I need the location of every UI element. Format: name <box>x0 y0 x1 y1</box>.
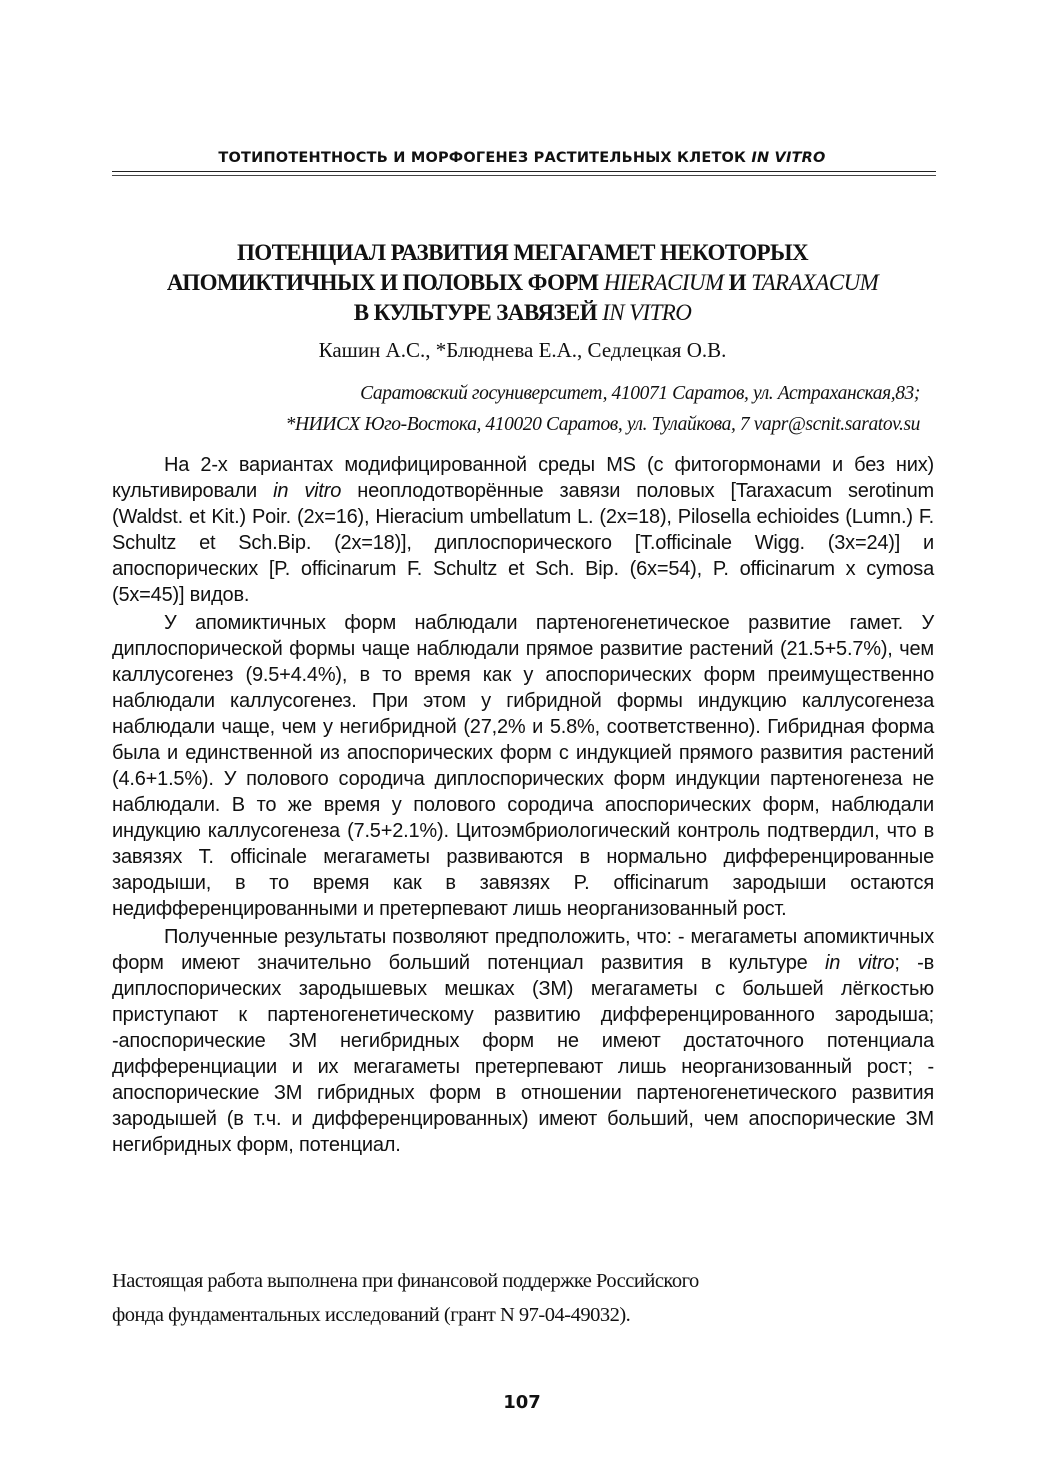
title-line-3 <box>90 298 955 328</box>
paragraph-3 <box>112 924 934 1158</box>
title-line-3-part-a: В КУЛЬТУРЕ ЗАВЯЗЕЙ <box>353 300 597 325</box>
page-number: 107 <box>503 1392 541 1413</box>
paragraph-1-text-b: неоплодотворённые завязи половых [Taraxacum serotinum (Waldst. et Kit.) Poir. (2x=16), Hieracium umbellatum L. (2x=18), Pilosella echioides (Lumn.) F. Schultz et Sch.Bip. (2x=18)], диплоспорического [T.officinale Wigg. (3x=24)] и апоспорических [P. officinarum F. Schultz et Sch. Bip. (6x=54), P. officinarum x cymosa (5x=45)] видов. <box>112 480 935 606</box>
paragraph-3-text-a: Полученные результаты позволяют предположить, что: - мегагаметы апомиктичных форм имеют значительно больший потенциал развития в культуре <box>112 926 934 974</box>
paragraph-3-in-vitro: in vitro <box>824 952 895 974</box>
title-line-1: ПОТЕНЦИАЛ РАЗВИТИЯ МЕГАГАМЕТ НЕКОТОРЫХ <box>236 240 808 265</box>
title-genus-taraxacum: TARAXACUM <box>751 270 879 295</box>
article-title <box>90 238 955 328</box>
paragraph-1-in-vitro: in vitro <box>273 480 342 502</box>
authors: Кашин А.С., *Блюднева Е.А., Седлецкая О.В. <box>318 338 727 362</box>
running-header-italic: IN VITRO <box>751 150 826 166</box>
funding-line-2: фонда фундаментальных исследований (грант N 97-04-49032). <box>112 1304 631 1326</box>
affiliation-1: Саратовский госуниверситет, 410071 Саратов, ул. Астраханская,83; <box>360 383 920 404</box>
funding-line-1: Настоящая работа выполнена при финансовой поддержке Российского <box>112 1270 699 1292</box>
funding-acknowledgement <box>112 1264 912 1332</box>
title-line-2 <box>90 268 955 298</box>
paragraph-3-text-b: ; -в диплоспорических зародышевых мешках (ЗМ) мегагаметы с большей лёгкостью приступают к партеногенетическому развитию дифференцированного зародыша; -апоспорические ЗМ негибридных форм не имеют достаточного потенциала дифференциации и их мегагаметы претерпевают лишь неорганизованный рост; - апоспорические ЗМ гибридных форм в отношении партеногенетического развития зародышей (в т.ч. и дифференцированных) имеют больший, чем апоспорические ЗМ негибридных форм, потенциал. <box>112 952 935 1156</box>
affiliation-2: *НИИСХ Юго-Востока, 410020 Саратов, ул. Тулайкова, 7 vapr@scnit.saratov.su <box>285 414 920 435</box>
title-genus-hieracium: HIERACIUM <box>603 270 724 295</box>
running-header <box>112 150 932 166</box>
running-header-text: ТОТИПОТЕНТНОСТЬ И МОРФОГЕНЕЗ РАСТИТЕЛЬНЫХ КЛЕТОК <box>218 150 747 166</box>
header-rule-secondary <box>112 175 936 176</box>
header-rule <box>112 171 936 172</box>
paragraph-1-text-a: На 2-х вариантах модифицированной среды MS (с фитогормонами и без них) культивировали <box>112 454 934 502</box>
title-line-2-conjunction: И <box>728 270 746 295</box>
affiliations <box>100 378 920 440</box>
article-body <box>112 452 934 1160</box>
paragraph-1 <box>112 452 934 608</box>
title-line-2-part-a: АПОМИКТИЧНЫХ И ПОЛОВЫХ ФОРМ <box>166 270 599 295</box>
title-in-vitro: IN VITRO <box>602 300 692 325</box>
paragraph-2: У апомиктичных форм наблюдали партеногенетическое развитие гамет. У диплоспорической формы чаще наблюдали прямое развитие растений (21.5+5.7%), чем каллусогенез (9.5+4.4%), в то время как у апоспорических форм преимущественно наблюдали каллусогенез. При этом у гибридной формы индукцию каллусогенеза наблюдали чаще, чем у негибридной (27,2% и 5.8%, соответственно). Гибридная форма была и единственной из апоспорических форм с индукцией прямого развития растений (4.6+1.5%). У полового сородича диплоспорических форм индукции партеногенеза не наблюдали. В то же время у полового сородича апоспорических форм, наблюдали индукцию каллусогенеза (7.5+2.1%). Цитоэмбриологический контроль подтвердил, что в завязях T. officinale мегагаметы развиваются в нормально дифференцированные зародыши, в то время как в завязях P. officinarum зародыши остаются недифференцированными и претерпевают лишь неорганизованный рост. <box>112 612 934 920</box>
